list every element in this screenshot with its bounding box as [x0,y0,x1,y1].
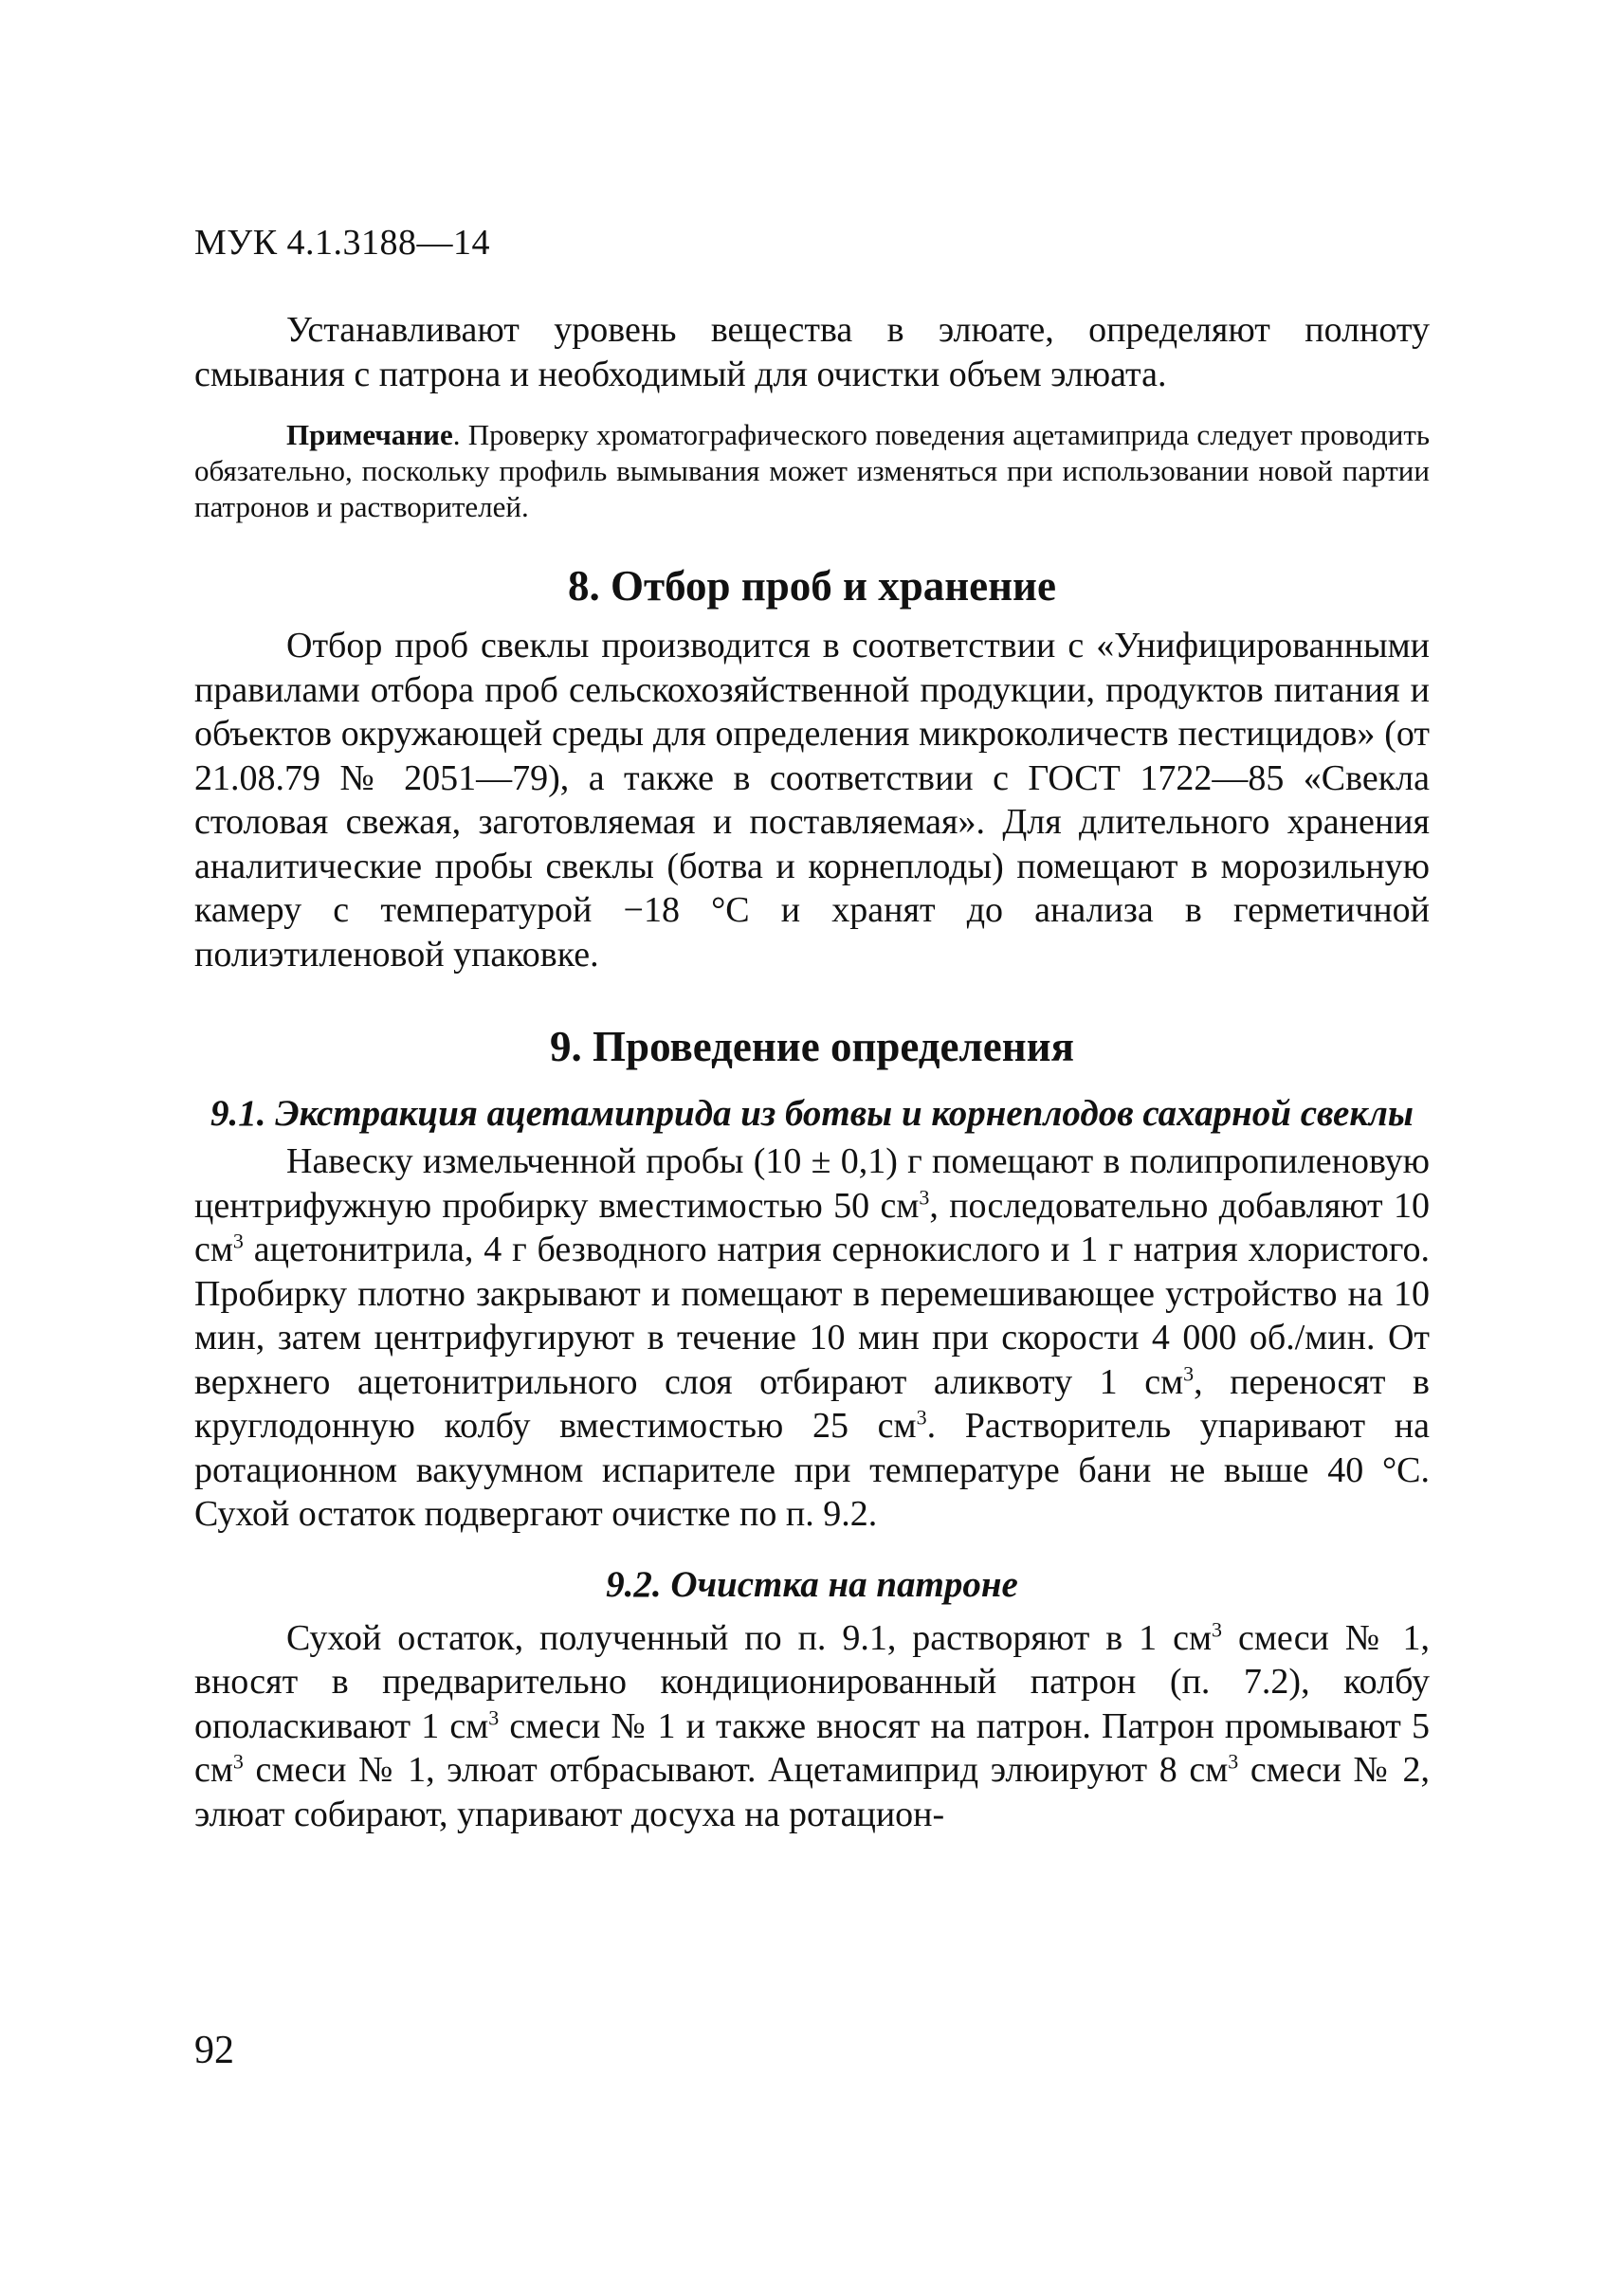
superscript: 3 [1212,1616,1223,1641]
note-label: Примечание [286,418,453,451]
superscript: 3 [919,1184,930,1209]
subsection-9-1-paragraph [194,1139,1430,1537]
superscript: 3 [1183,1360,1195,1385]
text-run: . Растворитель упаривают на ротационном вакуумном испарителе при температуре бани не выше 40 °С. Сухой остаток подвергают очистке по п. 9.2. [194,1406,1430,1534]
subsection-9-2-heading: 9.2. Очистка на патроне [606,1563,1018,1605]
section-8-paragraph: Отбор проб свеклы производится в соответствии с «Унифицированными правилами отбора проб сельскохозяйственной продукции, продуктов питания и объектов окружающей среды для определения микроколичеств пестицидов» (от 21.08.79 № 2051—79), а также в соответствии с ГОСТ 1722—85 «Свекла столовая свежая, заготовляемая и поставляемая». Для длительного хранения аналитические пробы свеклы (ботва и корнеплоды) помещают в морозильную камеру с температурой −18 °С и хранят до анализа в герметичной полиэтиленовой упаковке. [194,626,1430,975]
text-run: Навеску измельченной пробы (10 ± 0,1) г помещают в полипропиленовую центрифужную пробирку вместимостью 50 см [194,1141,1430,1226]
text-run: , переносят в круглодонную колбу вместимостью 25 см [194,1361,1430,1446]
superscript: 3 [232,1229,244,1253]
page-number: 92 [194,2029,234,2072]
superscript: 3 [488,1704,500,1729]
text-run: смеси № 1 и также вносят на патрон. Патрон промывают 5 см [194,1705,1431,1790]
text-run: смеси № 1, элюат отбрасывают. Ацетамиприд элюируют 8 см [243,1750,1229,1790]
note-paragraph [194,417,1430,525]
superscript: 3 [1228,1749,1239,1774]
text-run: смеси № 2, элюат собирают, упаривают досуха на ротацион- [194,1750,1430,1834]
text-run: , последовательно добавляют 10 см [194,1185,1430,1269]
superscript: 3 [232,1749,244,1774]
subsection-9-2-paragraph [194,1616,1430,1837]
document-code-header: МУК 4.1.3188—14 [194,223,491,263]
intro-paragraph: Устанавливают уровень вещества в элюате, определяют полноту смывания с патрона и необходимый для очистки объем элюата. [194,310,1430,394]
page-body [194,308,1430,1836]
section-8-heading: 8. Отбор проб и хранение [568,562,1056,610]
text-run: Сухой остаток, полученный по п. 9.1, растворяют в 1 см [286,1617,1213,1658]
text-run: смеси № 1, вносят в предварительно кондиционированный патрон (п. 7.2), колбу ополаскивают 1 см [194,1617,1430,1746]
section-9-heading: 9. Проведение определения [550,1023,1074,1070]
text-run: ацетонитрила, 4 г безводного натрия сернокислого и 1 г натрия хлористого. Пробирку плотно закрывают и помещают в перемешивающее устройство на 10 мин, затем центрифугируют в течение 10 мин при скорости 4 000 об./мин. От верхнего ацетонитрильного слоя отбирают аликвоту 1 см [194,1230,1430,1402]
note-text: . Проверку хроматографического поведения ацетамиприда следует проводить обязательно, поскольку профиль вымывания может изменяться при использовании новой партии патронов и растворителей. [194,418,1430,523]
subsection-9-1-heading: 9.1. Экстракция ацетамиприда из ботвы и корнеплодов сахарной свеклы [210,1093,1414,1134]
superscript: 3 [916,1405,927,1430]
